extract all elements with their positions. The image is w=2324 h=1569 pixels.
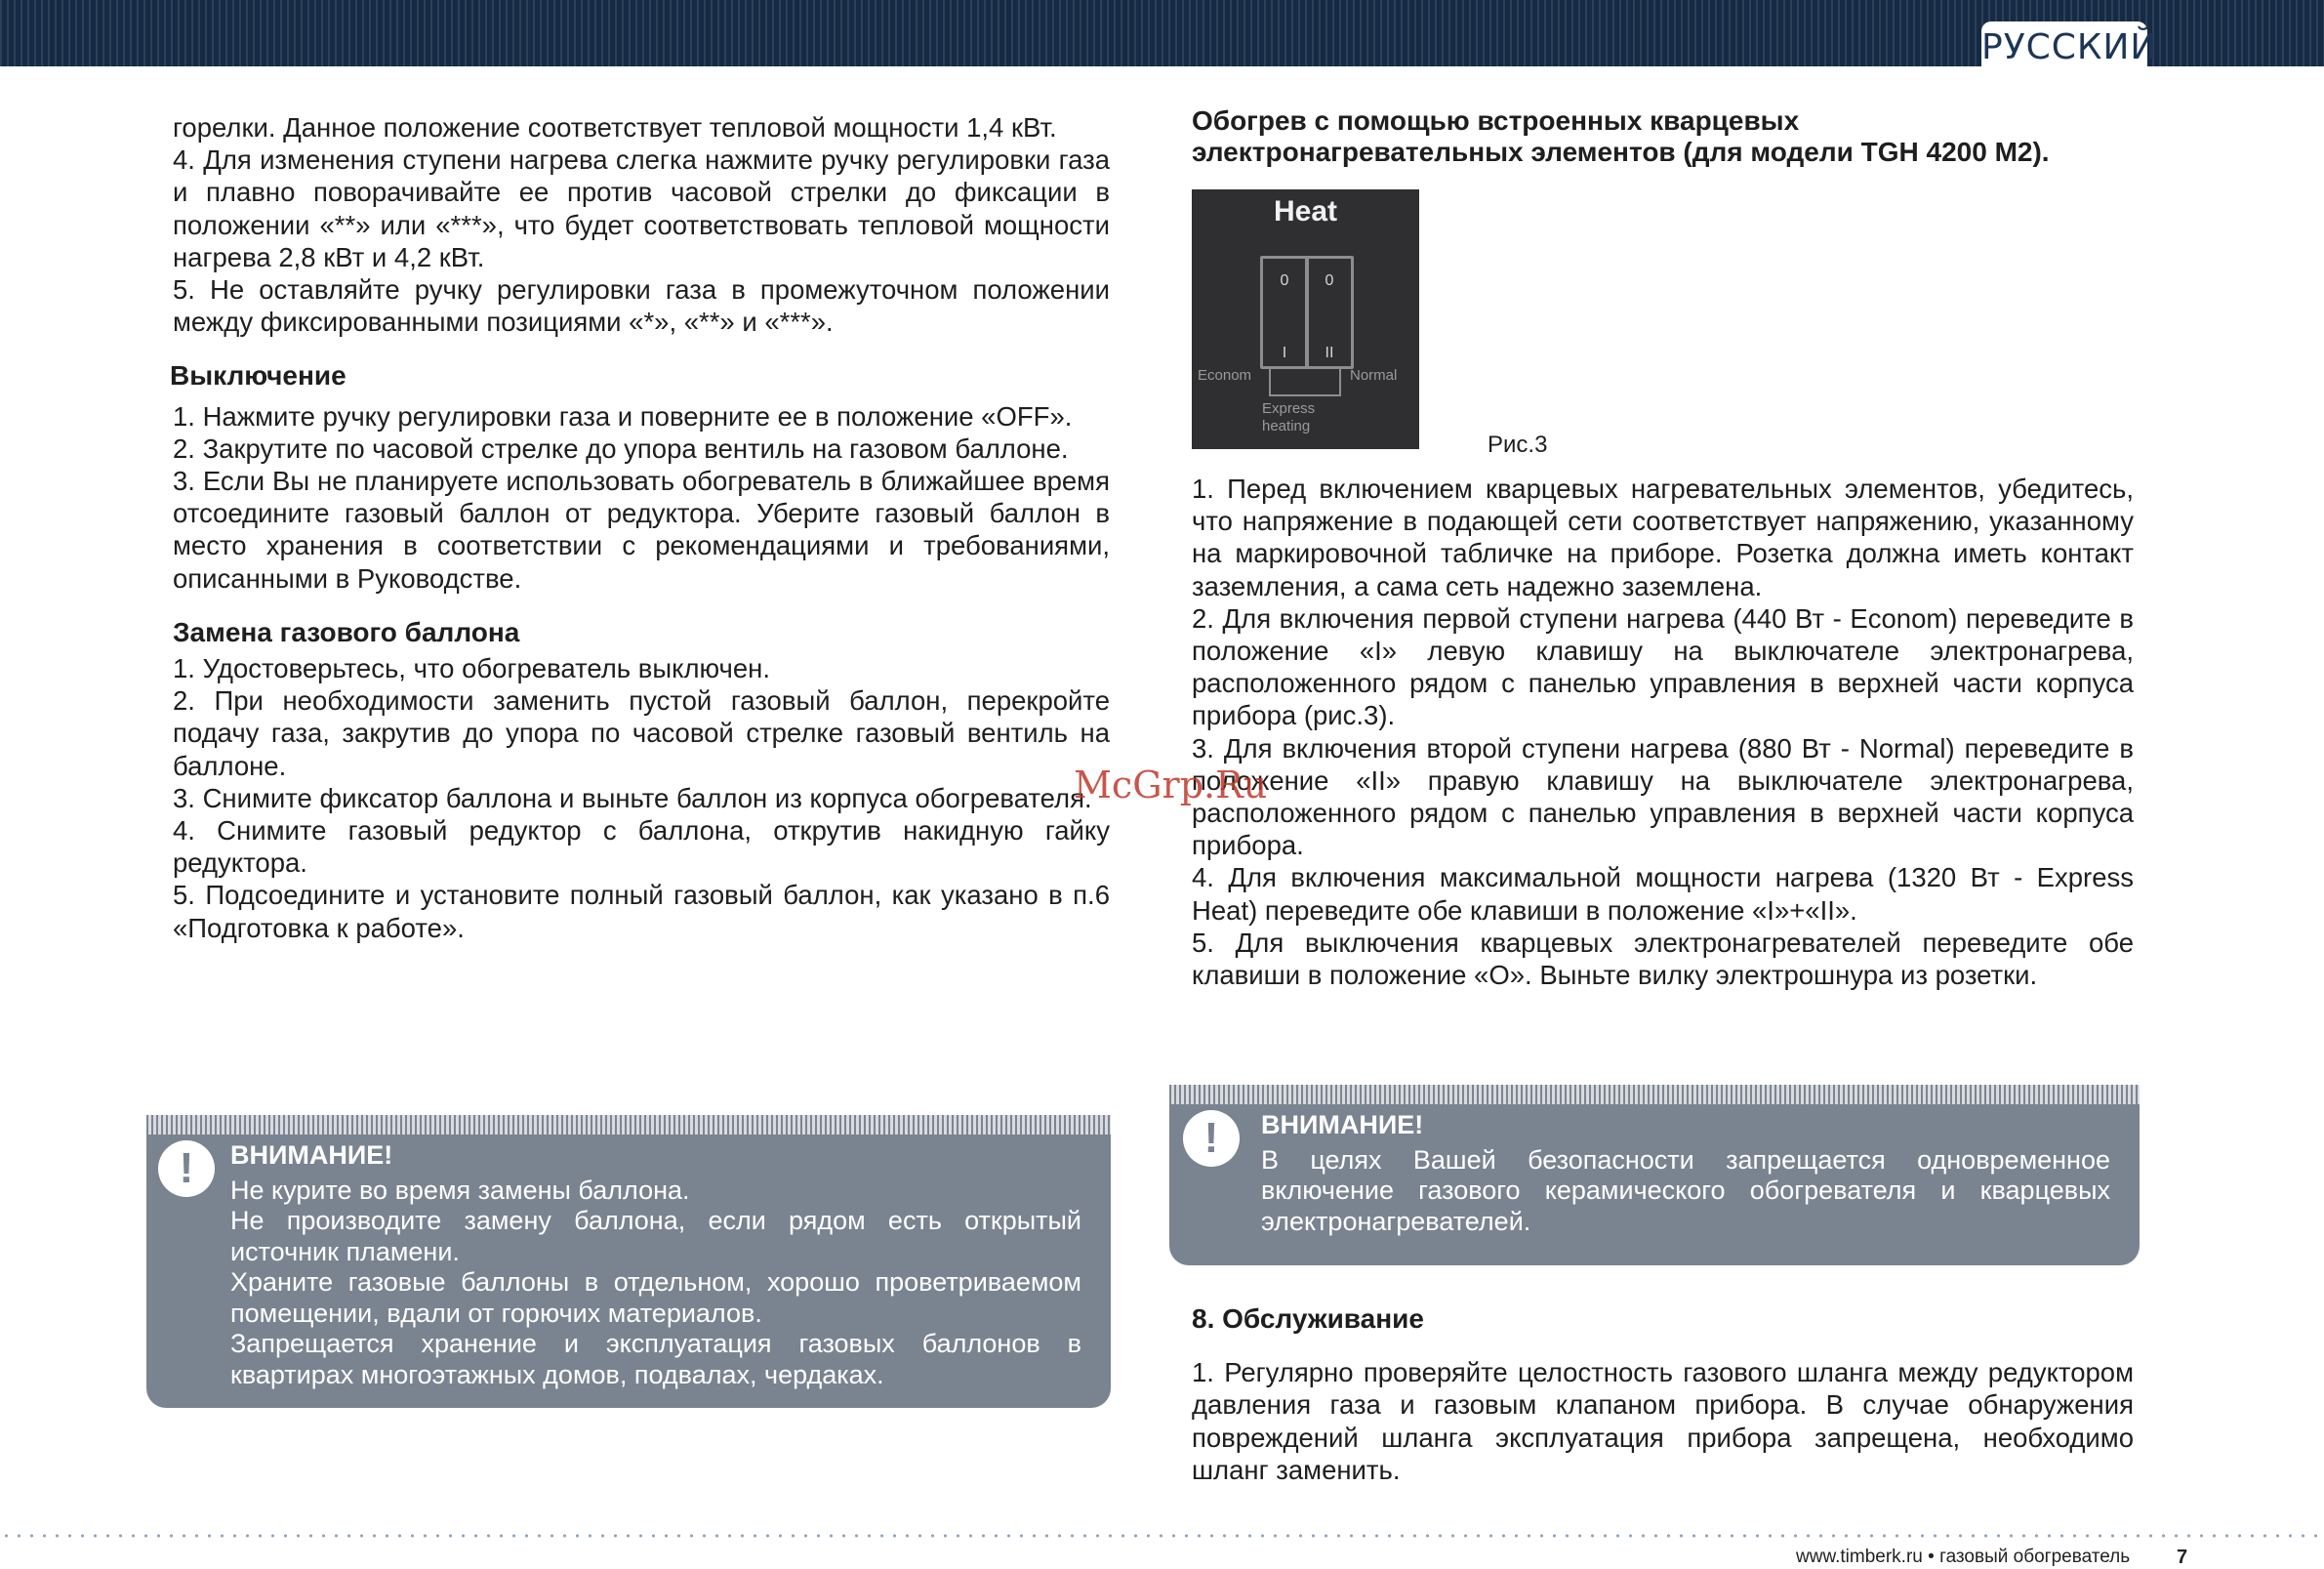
paragraph: 2. Закрутите по часовой стрелке до упора вентиль на газовом баллоне. <box>173 433 1069 464</box>
exclamation-icon: ! <box>1183 1110 1240 1167</box>
paragraph: 3. Если Вы не планируете использовать обогреватель в ближайшее время отсоедините газовый баллон от редуктора. Уберите газовый баллон в место хранения в соответствии с рекомендациями и требованиями, описанными в Руководстве. <box>173 466 1110 594</box>
footer-text: www.timberk.ru • газовый обогреватель <box>1796 1547 2131 1567</box>
warning-title: ВНИМАНИЕ! <box>230 1140 393 1170</box>
warning-line: Храните газовые баллоны в отдельном, хорошо проветриваемом помещении, вдали от горючих материалов. <box>230 1267 1081 1328</box>
paragraph: 1. Перед включением кварцевых нагревательных элементов, убедитесь, что напряжение в подающей сети соответствует напряжению, указанному на маркировочной табличке на приборе. Розетка должна иметь контакт заземления, а сама сеть надежно заземлена. <box>1192 474 2134 601</box>
language-label: РУССКИЙ <box>1981 27 2158 67</box>
warning-line: В целях Вашей безопасности запрещается одновременное включение газового керамического обогревателя и кварцевых электронагревателей. <box>1261 1144 2110 1236</box>
paragraph: 3. Для включения второй ступени нагрева (880 Вт - Normal) переведите в положение «II» правую клавишу на выключателе электронагрева, расположенного рядом с панелью управления в верхней части корпуса прибора. <box>1192 732 2134 861</box>
warning-stripe <box>146 1115 1111 1135</box>
service-section <box>1192 1302 2134 1486</box>
exclamation-icon: ! <box>158 1140 215 1197</box>
econom-label: Econom <box>1198 367 1252 384</box>
footer-divider <box>0 1534 2324 1538</box>
paragraph: 3. Снимите фиксатор баллона и выньте баллон из корпуса обогревателя. <box>173 782 1092 813</box>
key-label: 0 <box>1325 272 1334 289</box>
section-title-quartz: Обогрев с помощью встроенных кварцевых электронагревательных элементов (для модели TGH 4200 M2). <box>1192 105 2050 167</box>
section-title-service: 8. Обслуживание <box>1192 1303 1424 1334</box>
warning-line: Запрещается хранение и эксплуатация газовых баллонов в квартирах многоэтажных домов, подвалах, чердаках. <box>230 1329 1081 1389</box>
figure-caption: Рис.3 <box>1488 432 1548 458</box>
paragraph: 4. Для включения максимальной мощности нагрева (1320 Вт - Express Heat) переведите обе клавиши в положение «I»+«II». <box>1192 862 2134 926</box>
watermark: McGrp.Ru <box>1074 764 1268 806</box>
paragraph: 2. Для включения первой ступени нагрева (440 Вт - Econom) переведите в положение «I» левую клавишу на выключателе электронагрева, расположенного рядом с панелью управления в верхней части корпуса прибора (рис.3). <box>1192 602 2134 731</box>
bracket-line <box>1269 367 1341 396</box>
warning-line: Не производите замену баллона, если рядом есть открытый источник пламени. <box>230 1206 1081 1266</box>
warning-content <box>1261 1110 2110 1237</box>
express-label: Express heating <box>1262 400 1316 434</box>
paragraph: 1. Регулярно проверяйте целостность газового шланга между редуктором давления газа и газовым клапаном прибора. В случае обнаружения повреждений шланга эксплуатация прибора запрещена, необходимо шланг заменить. <box>1192 1357 2134 1485</box>
switch-key-right <box>1305 256 1354 369</box>
section-title-off: Выключение <box>170 360 347 392</box>
figure-3 <box>1192 189 2134 473</box>
page-number: 7 <box>2177 1547 2188 1568</box>
key-label: I <box>1282 345 1287 361</box>
right-body <box>1192 473 2134 991</box>
warning-line: Не курите во время замены баллона. <box>230 1175 690 1205</box>
warning-content <box>230 1140 1081 1390</box>
paragraph: 1. Удостоверьтесь, что обогреватель выключен. <box>173 653 770 684</box>
heat-panel-image <box>1192 189 1419 449</box>
warning-box-left <box>146 1115 1111 1408</box>
section-title-replace: Замена газового баллона <box>173 616 520 647</box>
paragraph: 5. Для выключения кварцевых электронагревателей переведите обе клавиши в положение «O». Выньте вилку электрошнура из розетки. <box>1192 927 2134 991</box>
paragraph: 2. При необходимости заменить пустой газовый баллон, перекройте подачу газа, закрутив до упора по часовой стрелке газовый вентиль на баллоне. <box>173 685 1110 781</box>
paragraph: 5. Не оставляйте ручку регулировки газа в промежуточном положении между фиксированными позициями «*», «**» и «***». <box>173 274 1110 338</box>
paragraph: горелки. Данное положение соответствует тепловой мощности 1,4 кВт. <box>173 112 1057 143</box>
paragraph: 4. Для изменения ступени нагрева слегка нажмите ручку регулировки газа и плавно поворачивайте ее против часовой стрелки до фиксации в положении «**» или «***», что будет соответствовать тепловой мощности нагрева 2,8 кВт и 4,2 кВт. <box>173 145 1110 272</box>
paragraph: 4. Снимите газовый редуктор с баллона, открутив накидную гайку редуктора. <box>173 815 1110 879</box>
heat-panel-title: Heat <box>1273 195 1338 227</box>
warning-title: ВНИМАНИЕ! <box>1261 1110 1424 1139</box>
right-column <box>1192 105 2134 991</box>
warning-box-right <box>1169 1085 2140 1265</box>
switch-key-left <box>1260 256 1309 369</box>
key-label: II <box>1325 345 1334 361</box>
warning-stripe <box>1169 1085 2140 1104</box>
paragraph: 1. Нажмите ручку регулировки газа и поверните ее в положение «OFF». <box>173 400 1073 432</box>
paragraph: 5. Подсоедините и установите полный газовый баллон, как указано в п.6 «Подготовка к работе». <box>173 880 1110 943</box>
header-bar <box>0 0 2324 66</box>
left-column <box>170 111 1110 944</box>
key-label: 0 <box>1280 272 1289 289</box>
normal-label: Normal <box>1350 367 1398 384</box>
